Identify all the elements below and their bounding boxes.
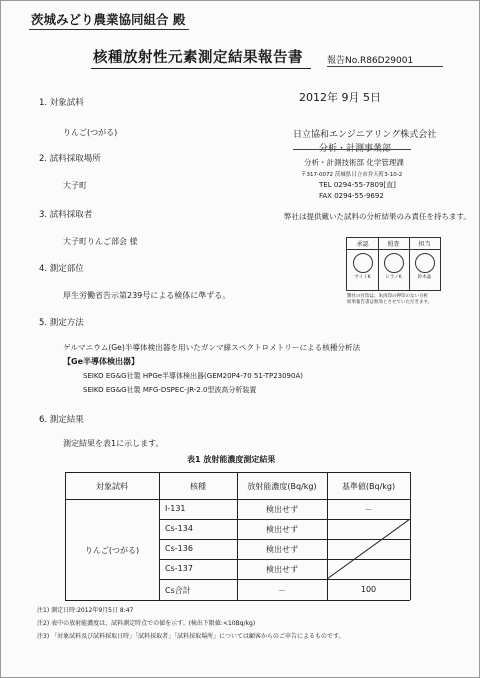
seal-header-check: 照査 xyxy=(387,241,400,248)
section-2-content: 大子町 xyxy=(63,181,87,190)
section-1-label: 1. 対象試料 xyxy=(39,98,84,108)
addressee: 茨城みどり農業協同組合 殿 xyxy=(31,12,186,27)
title-underline xyxy=(91,68,311,69)
value-cell: 検出せず xyxy=(266,545,298,554)
header-sample: 対象試料 xyxy=(96,482,128,491)
issuer-address: 〒317-0072 茨城県日立市弁天町3-10-2 xyxy=(301,172,403,178)
report-number-underline xyxy=(327,66,443,67)
nuclide-cell: Cs-134 xyxy=(165,524,193,533)
addressee-underline xyxy=(29,29,189,30)
limit-cell: 100 xyxy=(360,585,377,594)
stamp-icon xyxy=(384,253,404,273)
value-cell: 検出せず xyxy=(266,505,298,514)
header-nuclide: 核種 xyxy=(190,482,206,491)
seal-note: 結果報告書は無効とさせていただきます。 xyxy=(347,300,433,305)
section-1-content: りんご(つがる) xyxy=(63,128,118,137)
section-6-content: 測定結果を表1に示します。 xyxy=(63,439,164,448)
section-3-label: 3. 試料採取者 xyxy=(39,210,93,220)
approval-seal-box xyxy=(346,237,441,291)
table-border xyxy=(410,472,411,600)
method-device-2: SEIKO EG&G社製 MFG-DSPEC-JR-2.0型波高分析装置 xyxy=(83,386,257,394)
note-2: 注2) 表中の放射能濃度は、試料測定時点での値を示す。(検出下限値:<10Bq/kg) xyxy=(37,620,256,627)
nuclide-cell: I-131 xyxy=(165,504,186,513)
table-border xyxy=(159,579,410,580)
value-cell: 検出せず xyxy=(266,525,298,534)
limit-cell: － xyxy=(364,505,373,514)
table-caption: 表1 放射能濃度測定結果 xyxy=(187,455,276,464)
sample-name: りんご(つがる) xyxy=(84,546,140,555)
header-concentration: 放射能濃度(Bq/kg) xyxy=(247,482,317,491)
seal-caption: サイトK xyxy=(354,275,371,280)
nuclide-cell: Cs-137 xyxy=(165,564,193,573)
value-cell: － xyxy=(278,586,286,595)
method-device-1: SEIKO EG&G社製 HPGe半導体検出器(GEM20P4-70 51-TP23090A) xyxy=(83,372,303,380)
stamp-icon xyxy=(353,253,373,273)
issuer-company: 日立協和エンジニアリング株式会社 xyxy=(293,130,437,140)
section-3-content: 大子町りんご部会 様 xyxy=(63,237,138,246)
seal-divider xyxy=(378,238,379,290)
issuer-fax: FAX 0294-55-9692 xyxy=(319,192,384,200)
seal-divider xyxy=(409,238,410,290)
seal-note: 弊社の社印は、朱肉印の押印のない分析 xyxy=(347,294,428,299)
issuer-tel: TEL 0294-55-7809[直] xyxy=(319,181,396,189)
issuer-underline xyxy=(293,149,411,150)
seal-header-charge: 担当 xyxy=(418,241,431,248)
seal-header-approval: 承認 xyxy=(356,241,369,248)
method-subheading: 【Ge半導体検出器】 xyxy=(63,357,139,366)
results-table xyxy=(65,472,410,600)
disclaimer: 弊社は提供戴いた試料の分析結果のみ責任を持ちます。 xyxy=(284,212,471,221)
note-1: 注1) 測定日時:2012年9月5日 8:47 xyxy=(37,607,134,614)
section-5-label: 5. 測定方法 xyxy=(39,318,84,328)
report-title: 核種放射性元素測定結果報告書 xyxy=(93,50,303,66)
report-date: 2012年 9月 5日 xyxy=(299,91,381,104)
nuclide-cell: Cs合計 xyxy=(165,586,191,595)
issuer-division: 分析・計測事業部 xyxy=(319,144,392,154)
report-number: 報告No.R86D29001 xyxy=(327,56,414,66)
section-2-label: 2. 試料採取場所 xyxy=(39,154,101,164)
section-5-content: ゲルマニウム(Ge)半導体検出器を用いたガンマ線スペクトロメトリーによる核種分析法 xyxy=(63,343,361,352)
stamp-icon xyxy=(415,253,435,273)
section-4-label: 4. 測定部位 xyxy=(39,264,84,274)
table-border xyxy=(65,600,410,601)
seal-caption: ヒラノK xyxy=(385,275,402,280)
note-3: 注3) 「対象試料及び試料採取日時」「試料採取者」「試料採取場所」については顧客からのご申告によるものです。 xyxy=(37,633,345,640)
section-6-label: 6. 測定結果 xyxy=(39,415,84,425)
value-cell: 検出せず xyxy=(266,565,298,574)
section-4-content: 厚生労働省告示第239号による検体に準ずる。 xyxy=(63,291,231,300)
diagonal-slash xyxy=(327,519,410,579)
header-limit: 基準値(Bq/kg) xyxy=(341,482,396,491)
seal-caption: 鈴木晶 xyxy=(417,275,432,280)
nuclide-cell: Cs-136 xyxy=(165,544,193,553)
issuer-section: 分析・計測技術部 化学管理課 xyxy=(304,158,404,167)
